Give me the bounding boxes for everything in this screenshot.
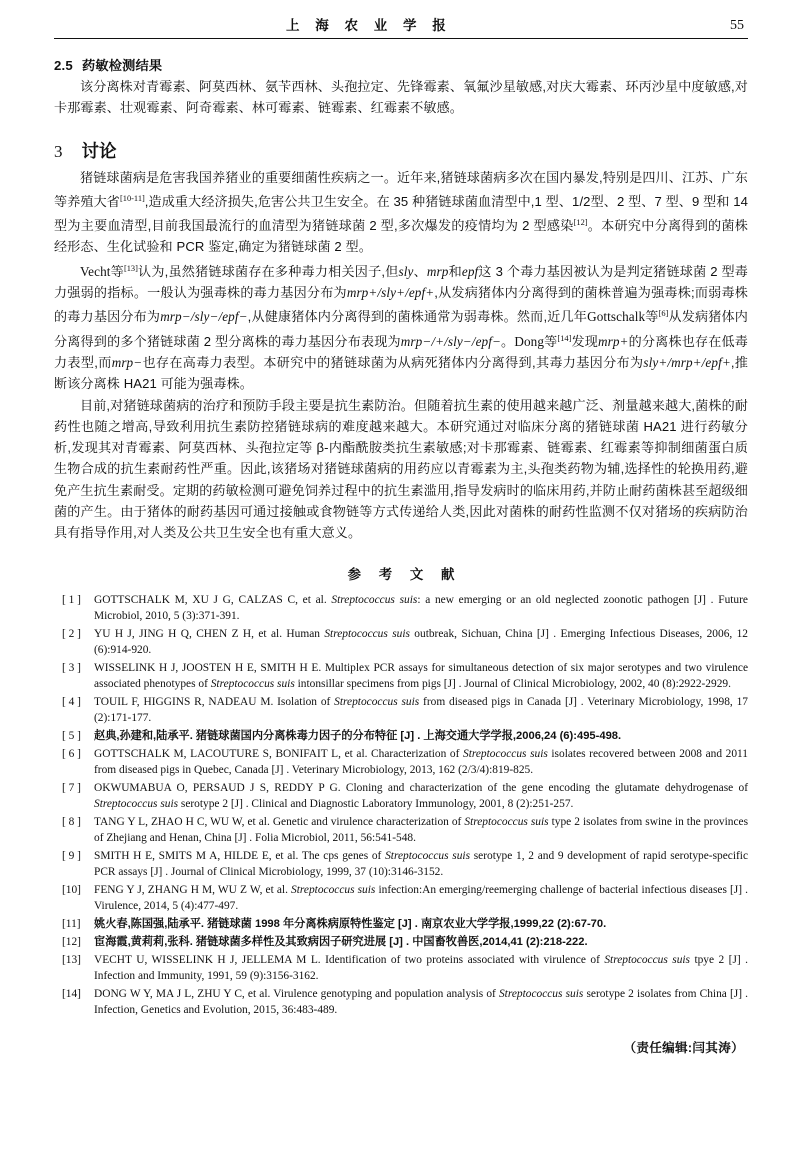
text-run: 、 — [413, 263, 427, 279]
reference-marker: [ 4 ] — [62, 695, 81, 708]
responsible-editor: （责任编辑:闫其涛） — [623, 1040, 744, 1055]
reference-item — [54, 626, 748, 659]
text-run: 等 — [544, 333, 558, 349]
reference-source: isolates recovered between 2008 and 2011 from diseased pigs in Quebec, Canada [J] . Veterinary Microbiology, 2013, 162 (2/3/4):819-825. — [94, 747, 748, 777]
reference-authors: VECHT U, WISSELINK H J, JELLEMA M L. Identification of two proteins associated with virulence of — [94, 953, 605, 966]
citation-marker: [6] — [658, 309, 669, 319]
section-title: 药敏检测结果 — [81, 58, 163, 73]
genotype-notation: sly+/mrp+/epf+ — [643, 354, 731, 370]
genotype-notation: mrp− — [111, 354, 143, 370]
reference-species-italic: Streptococcus suis — [291, 884, 376, 897]
reference-authors: WISSELINK H J, JOOSTEN H E, SMITH H E. Multiplex PCR assays for simultaneous detection of six major serotypes and two virulence associated phenotypes of — [94, 661, 748, 691]
text-run: 和 — [448, 263, 462, 279]
reference-marker: [ 1 ] — [62, 593, 81, 606]
reference-authors: SMITH H E, SMITS M A, HILDE E, et al. The cps genes of — [94, 850, 386, 863]
paragraph-discussion-2 — [54, 258, 748, 395]
reference-text — [94, 934, 748, 950]
reference-species-italic: Streptococcus suis — [331, 593, 418, 606]
reference-authors: YU H J, JING H Q, CHEN Z H, et al. Human — [94, 627, 325, 640]
reference-text — [94, 814, 748, 847]
text-run: 认为,虽然猪链球菌存在多种毒力相关因子,但 — [137, 263, 399, 279]
citation-marker: [12] — [573, 218, 588, 228]
text-run: 猪链球菌病是危害我国养猪业的重要细菌性疾病之一。近年来,猪链球菌病多次在国内暴发,特别是四川、江苏、广东等养殖大省 — [54, 169, 748, 209]
reference-item — [54, 746, 748, 779]
reference-species-italic: Streptococcus suis — [498, 987, 584, 1000]
text-run: ,从健康猪体内分离得到的菌株通常为弱毒株。然而,近几年 — [247, 309, 588, 325]
reference-item — [54, 660, 748, 693]
reference-species-italic: Streptococcus suis — [334, 695, 420, 708]
reference-text — [94, 952, 748, 985]
reference-marker: [ 8 ] — [62, 816, 81, 828]
text-run: 发现 — [571, 333, 598, 349]
reference-text — [94, 626, 748, 659]
paragraph-discussion-1 — [54, 167, 748, 258]
text-run: 从发病猪体内分离得到的多个猪链球菌 2 型分离株的毒力基因分布表现为 — [54, 309, 748, 349]
reference-text — [94, 780, 748, 813]
reference-authors: TANG Y L, ZHAO H C, WU W, et al. Genetic and virulence characterization of — [94, 816, 465, 828]
reference-species-italic: Streptococcus suis — [94, 798, 179, 811]
reference-text-cn: 姚火春,陈国强,陆承平. 猪链球菌 1998 年分离株病原特性鉴定 [J] . 南京农业大学学报,1999,22 (2):67-70. — [94, 918, 607, 931]
reference-marker: [ 5 ] — [62, 730, 81, 743]
text-run: ,从发病猪体内分离得到的菌株普遍为强毒株;而弱毒株的毒力基因分布为 — [54, 285, 748, 325]
reference-source: from diseased pigs in Canada [J] . Veterinary Microbiology, 1998, 17 (2):171-177. — [94, 695, 748, 725]
reference-text-cn: 赵典,孙建和,陆承平. 猪链球菌国内分离株毒力因子的分布特征 [J] . 上海交通大学学报,2006,24 (6):495-498. — [94, 730, 622, 743]
reference-source: serotype 2 [J] . Clinical and Diagnostic Laboratory Immunology, 2001, 8 (2):251-257. — [178, 798, 574, 811]
text-run: 这 3 个毒力基因被认为是判定猪链球菌 2 型毒力强弱的指标。一般认为强毒株的毒力基因分布为 — [54, 263, 748, 301]
genotype-notation: mrp−/sly−/epf− — [160, 309, 248, 325]
text-run: 也存在高毒力表型。本研究中的猪链球菌为从病死猪体内分离得到,其毒力基因分布为 — [142, 354, 644, 370]
author-name: Dong — [514, 333, 545, 349]
reference-item — [54, 814, 748, 847]
reference-marker: [ 9 ] — [62, 850, 81, 863]
references-list — [54, 592, 748, 1019]
reference-authors: GOTTSCHALK M, XU J G, CALZAS C, et al. — [94, 593, 332, 606]
references-heading: 参 考 文 献 — [347, 566, 462, 582]
gene-name: mrp — [426, 263, 449, 279]
section-number: 3 — [54, 141, 63, 161]
reference-authors: DONG W Y, MA J L, ZHU Y C, et al. Virulence genotyping and population analysis of — [94, 987, 499, 1000]
reference-marker: [ 6 ] — [62, 747, 81, 760]
section-title: 讨论 — [81, 140, 117, 161]
genotype-notation: mrp+/sly+/epf+ — [346, 285, 435, 301]
reference-source: serotype 2 isolates from China [J] . Infection, Genetics and Evolution, 2015, 36:483-489. — [94, 987, 748, 1017]
reference-marker: [11] — [62, 918, 81, 931]
reference-source: type 2 isolates from swine in the provinces of Zhejiang and Henan, China [J] . Folia Microbiol, 2011, 56:541-548. — [94, 816, 748, 845]
section-heading-discussion — [54, 138, 748, 163]
text-run: ,推断该分离株 HA21 可能为强毒株。 — [54, 354, 749, 392]
reference-text — [94, 660, 748, 693]
reference-species-italic: Streptococcus suis — [324, 627, 410, 640]
text-run: 等 — [645, 309, 659, 325]
page-number: 55 — [730, 18, 744, 33]
reference-text — [94, 986, 748, 1019]
reference-authors: TOUIL F, HIGGINS R, NADEAU M. Isolation of — [94, 695, 335, 708]
reference-marker: [12] — [62, 936, 81, 949]
reference-source: tpye 2 [J] . Infection and Immunity, 1991, 59 (9):3156-3162. — [94, 953, 748, 983]
reference-item — [54, 694, 748, 727]
reference-text — [94, 848, 748, 881]
reference-species-italic: Streptococcus suis — [463, 747, 548, 760]
section-heading-drug-sensitivity — [54, 55, 748, 74]
reference-item — [54, 882, 748, 915]
reference-item — [54, 934, 748, 950]
reference-item — [54, 848, 748, 881]
section-number: 2.5 — [54, 58, 73, 73]
paragraph-drug-sensitivity: 该分离株对青霉素、阿莫西林、氨苄西林、头孢拉定、先锋霉素、氧氟沙星敏感,对庆大霉素、环丙沙星中度敏感,对卡那霉素、壮观霉素、阿奇霉素、林可霉素、链霉素、红霉素不敏感。 — [54, 79, 748, 116]
header-divider — [54, 38, 748, 39]
reference-species-italic: Streptococcus suis — [210, 678, 295, 691]
reference-species-italic: Streptococcus suis — [464, 816, 549, 828]
reference-item — [54, 986, 748, 1019]
reference-marker: [ 2 ] — [62, 627, 81, 640]
reference-marker: [10] — [62, 884, 81, 897]
reference-authors: FENG Y J, ZHANG H M, WU Z W, et al. — [94, 884, 292, 897]
citation-marker: [10-11] — [119, 193, 145, 203]
paragraph-discussion-3: 目前,对猪链球菌病的治疗和预防手段主要是抗生素防治。但随着抗生素的使用越来越广泛、剂量越来越大,菌株的耐药性也随之增高,导致利用抗生素防控猪链球病的难度越来越大。本研究通过对临床分离的猪链球菌 HA21 进行药敏分析,发现其对青霉素、阿莫西林、头孢拉定等 β-内酯酰胺类抗生素敏感;对卡那霉素、链霉素、红霉素等抑制细菌蛋白质生物合成的抗生素耐药性严重。因此,该猪场对猪链球菌病的用药应以青霉素为主,头孢类药物为辅,选择性的轮换用药,避免产生抗生素耐受。定期的药敏检测可避免饲养过程中的抗生素滥用,指导发病时的临床用药,并防止耐药菌株甚至超级细菌的产生。由于猪体的耐药基因可通过接触或食物链等方式传递给人类,因此对菌株的耐药性监测不仅对猪场的疾病防治具有指导作用,对人类及公共卫生安全也有重大意义。 — [54, 397, 748, 541]
reference-marker: [13] — [62, 953, 81, 966]
journal-title: 上 海 农 业 学 报 — [286, 18, 452, 33]
reference-marker: [ 3 ] — [62, 661, 81, 674]
reference-species-italic: Streptococcus suis — [385, 850, 470, 863]
text-run: 等 — [110, 263, 124, 279]
text-run: 。本研究中分离得到的菌株经形态、生化试验和 PCR 鉴定,确定为猪链球菌 2 型。 — [54, 218, 748, 255]
citation-marker: [13] — [123, 263, 138, 273]
reference-text — [94, 694, 748, 727]
reference-text — [94, 592, 748, 625]
gene-name: sly — [398, 263, 414, 279]
reference-source: serotype 1, 2 and 9 development of rapid serotype-specific PCR assays [J] . Journal of Clinical Microbiology, 1999, 37 (10):3146-3152. — [94, 850, 748, 879]
reference-marker: [14] — [62, 987, 81, 1000]
citation-marker: [14] — [557, 333, 572, 343]
reference-item — [54, 952, 748, 985]
genotype-notation: mrp−/+/sly−/epf− — [400, 333, 501, 349]
reference-item — [54, 780, 748, 813]
reference-item — [54, 592, 748, 625]
reference-text — [94, 916, 748, 932]
text-run: 的分离株也存在低毒力表型,而 — [54, 333, 748, 370]
reference-source: infection:An emerging/reemerging challenge of bacterial infectious diseases [J] . Virulence, 2014, 5 (4):477-497. — [94, 884, 748, 913]
reference-text-cn: 宦海霞,黄莉莉,张科. 猪链球菌多样性及其致病因子研究进展 [J] . 中国畜牧兽医,2014,41 (2):218-222. — [94, 936, 588, 949]
running-head — [54, 10, 748, 34]
reference-text — [94, 882, 748, 915]
reference-source: : a new emerging or an old neglected zoonotic pathogen [J] . Future Microbiol, 2010, 5 (3):371-391. — [94, 593, 748, 622]
reference-text — [94, 728, 748, 744]
reference-species-italic: Streptococcus suis — [604, 953, 690, 966]
reference-text — [94, 746, 748, 779]
reference-source: intonsillar specimens from pigs [J] . Journal of Clinical Microbiology, 2002, 40 (8):2922-2929. — [294, 678, 731, 691]
author-name: Gottschalk — [587, 309, 646, 325]
reference-source: outbreak, Sichuan, China [J] . Emerging Infectious Diseases, 2006, 12 (6):914-920. — [94, 627, 749, 657]
genotype-notation: mrp+ — [598, 333, 629, 349]
text-run: 。 — [500, 333, 515, 349]
reference-item — [54, 916, 748, 932]
reference-authors: OKWUMABUA O, PERSAUD J S, REDDY P G. Cloning and characterization of the gene encoding the glutamate dehydrogenase of — [94, 781, 748, 794]
gene-name: epf — [461, 263, 479, 279]
reference-authors: GOTTSCHALK M, LACOUTURE S, BONIFAIT L, et al. Characterization of — [94, 747, 463, 760]
reference-item — [54, 728, 748, 744]
text-run: ,造成重大经济损失,危害公共卫生安全。在 35 种猪链球菌血清型中,1 型、1/2型、2 型、7 型、9 型和 14 型为主要血清型,目前我国最流行的血清型为猪链球菌 2 型,多次爆发的疫情均为 2 型感染 — [54, 193, 749, 234]
reference-marker: [ 7 ] — [62, 781, 81, 794]
author-name: Vecht — [80, 263, 111, 279]
